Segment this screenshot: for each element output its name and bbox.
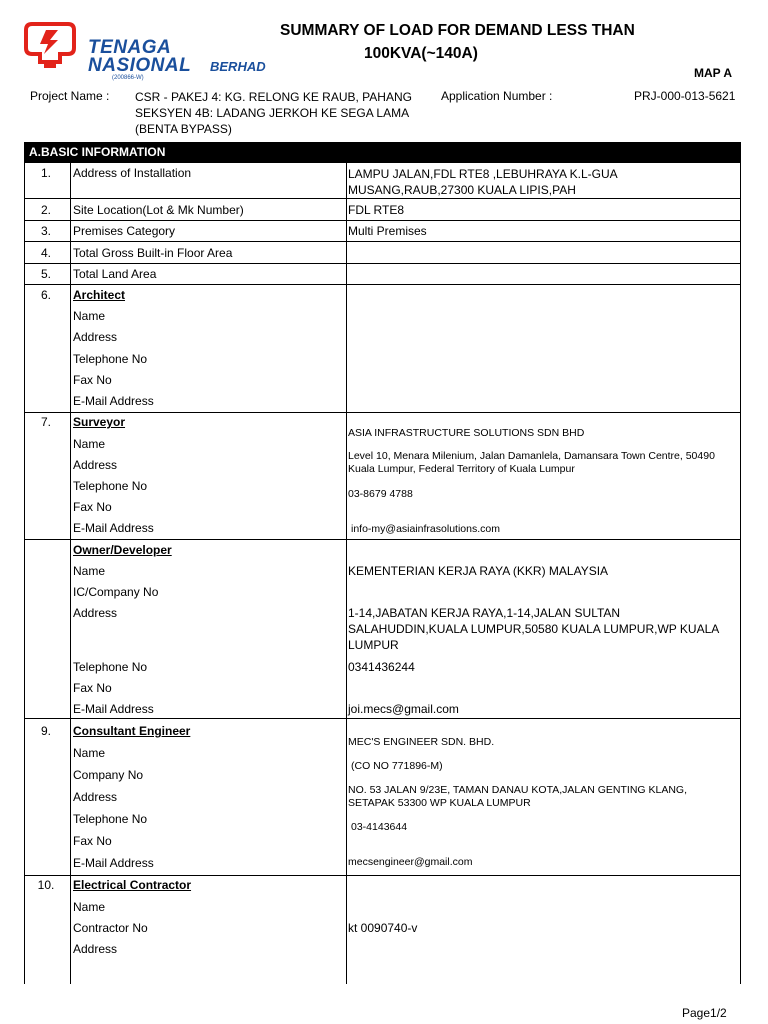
row-number: 7. (40, 415, 51, 429)
row-number: 5. (40, 267, 51, 281)
surveyor-heading: Surveyor (73, 415, 126, 429)
consultant-tel-value: 03-4143644 (351, 821, 408, 833)
premises-category-label: Premises Category (73, 224, 176, 238)
consultant-email-value: mecsengineer@gmail.com (348, 856, 473, 868)
owner-ic-label: IC/Company No (73, 585, 159, 599)
surveyor-name-value: ASIA INFRASTRUCTURE SOLUTIONS SDN BHD (348, 427, 585, 439)
row-number: 10. (37, 878, 55, 892)
architect-fax-label: Fax No (73, 373, 112, 387)
section-header: A.BASIC INFORMATION (25, 142, 740, 163)
consultant-fax-label: Fax No (73, 834, 112, 848)
row-number: 4. (40, 246, 51, 260)
owner-name-label: Name (73, 564, 106, 578)
consultant-address-label: Address (73, 790, 118, 804)
contractor-name-label: Name (73, 900, 106, 914)
surveyor-address-label: Address (73, 458, 118, 472)
row-number: 1. (40, 166, 51, 180)
page-number: Page1/2 (682, 1006, 727, 1020)
consultant-heading: Consultant Engineer (73, 724, 191, 738)
logo-reg-number: (200866-W) (112, 75, 144, 81)
surveyor-tel-value: 03-8679 4788 (348, 488, 413, 500)
document-title-line1: SUMMARY OF LOAD FOR DEMAND LESS THAN (280, 22, 635, 39)
contractor-address-label: Address (73, 942, 118, 956)
logo-line2: NASIONAL (88, 55, 192, 76)
surveyor-email-value: info-my@asiainfrasolutions.com (351, 523, 500, 535)
consultant-email-label: E-Mail Address (73, 856, 154, 870)
floor-area-label: Total Gross Built-in Floor Area (73, 246, 233, 260)
application-number-label: Application Number : (441, 89, 553, 103)
map-label: MAP A (694, 66, 733, 80)
surveyor-fax-label: Fax No (73, 500, 112, 514)
project-name-value: CSR - PAKEJ 4: KG. RELONG KE RAUB, PAHANG SEKSYEN 4B: LADANG JERKOH KE SEGA LAMA (BENTA BYPASS) (135, 90, 412, 136)
consultant-company-label: Company No (73, 768, 144, 782)
surveyor-email-label: E-Mail Address (73, 521, 154, 535)
architect-email-label: E-Mail Address (73, 394, 154, 408)
owner-email-value: joi.mecs@gmail.com (348, 702, 459, 716)
site-location-label: Site Location(Lot & Mk Number) (73, 203, 244, 217)
premises-category-value: Multi Premises (348, 224, 427, 238)
logo-line1: TENAGA (88, 37, 172, 58)
architect-heading: Architect (73, 288, 126, 302)
row-number: 6. (40, 288, 51, 302)
application-number-value: PRJ-000-013-5621 (634, 89, 736, 103)
architect-tel-label: Telephone No (73, 352, 148, 366)
owner-email-label: E-Mail Address (73, 702, 154, 716)
consultant-name-value: MEC'S ENGINEER SDN. BHD. (348, 736, 495, 748)
architect-address-label: Address (73, 330, 118, 344)
address-of-installation-label: Address of Installation (73, 166, 192, 180)
row-number: 2. (40, 203, 51, 217)
logo-line3: BERHAD (210, 59, 266, 74)
consultant-tel-label: Telephone No (73, 812, 148, 826)
land-area-label: Total Land Area (73, 267, 157, 281)
tnb-logo-icon (24, 20, 84, 80)
surveyor-name-label: Name (73, 437, 106, 451)
owner-name-value: KEMENTERIAN KERJA RAYA (KKR) MALAYSIA (348, 564, 609, 578)
contractor-no-label: Contractor No (73, 921, 148, 935)
architect-name-label: Name (73, 309, 106, 323)
surveyor-tel-label: Telephone No (73, 479, 148, 493)
document-title-line2: 100KVA(~140A) (364, 45, 478, 62)
contractor-heading: Electrical Contractor (73, 878, 192, 892)
owner-tel-value: 0341436244 (348, 660, 415, 674)
consultant-company-value: (CO NO 771896-M) (351, 760, 443, 772)
address-of-installation-value: LAMPU JALAN,FDL RTE8 ,LEBUHRAYA K.L-GUA MUSANG,RAUB,27300 KUALA LIPIS,PAH (348, 167, 617, 197)
consultant-address-value: NO. 53 JALAN 9/23E, TAMAN DANAU KOTA,JALAN GENTING KLANG, SETAPAK 53300 WP KUALA LUMPUR (348, 784, 688, 809)
project-name-label: Project Name : (30, 89, 110, 103)
basic-information-table (24, 142, 741, 984)
tnb-logo (24, 20, 274, 84)
owner-tel-label: Telephone No (73, 660, 148, 674)
owner-address-label: Address (73, 606, 118, 620)
row-number: 9. (40, 724, 51, 738)
surveyor-address-value: Level 10, Menara Milenium, Jalan Damanlela, Damansara Town Centre, 50490 Kuala Lumpur, Federal Territory of Kuala Lumpur (348, 450, 715, 475)
owner-heading: Owner/Developer (73, 543, 172, 557)
row-number: 3. (40, 224, 51, 238)
contractor-no-value: kt 0090740-v (348, 921, 418, 935)
owner-fax-label: Fax No (73, 681, 112, 695)
site-location-value: FDL RTE8 (348, 203, 405, 217)
owner-address-value: 1-14,JABATAN KERJA RAYA,1-14,JALAN SULTAN SALAHUDDIN,KUALA LUMPUR,50580 KUALA LUMPUR,WP KUALA LUMPUR (348, 606, 719, 652)
consultant-name-label: Name (73, 746, 106, 760)
